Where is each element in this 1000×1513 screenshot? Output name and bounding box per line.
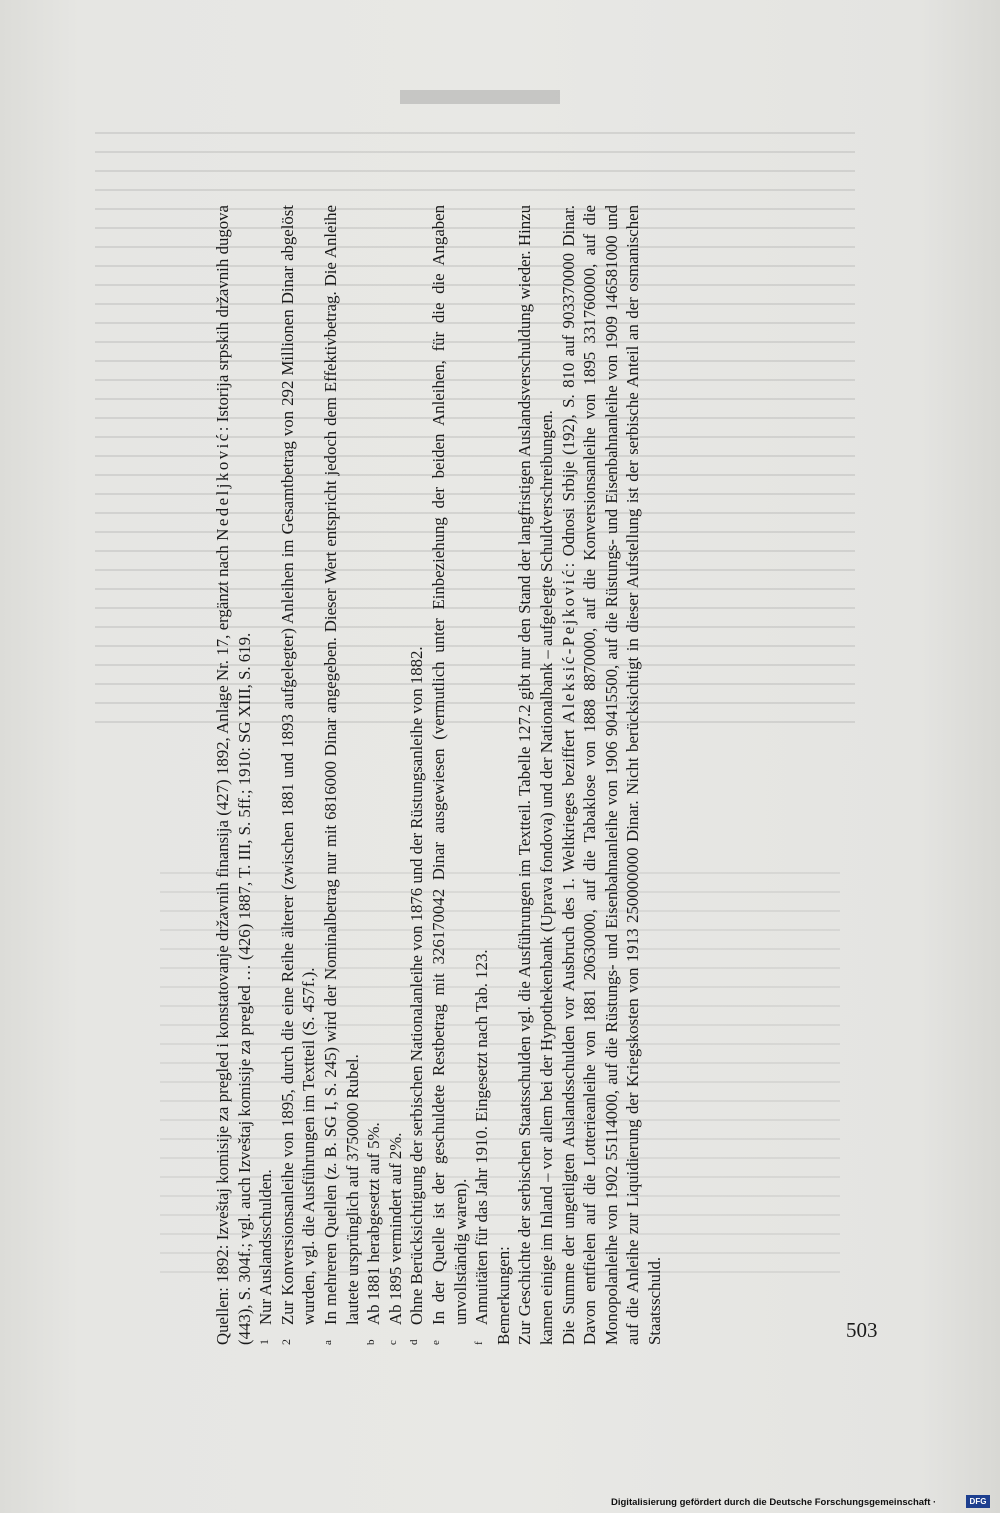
footnote-a bbox=[320, 205, 363, 1345]
footnote-c bbox=[385, 205, 407, 1345]
bleed-through-header bbox=[400, 90, 560, 104]
sources-paragraph bbox=[212, 205, 255, 1345]
remarks-paragraph-1: Zur Geschichte der serbischen Staatsschulden vgl. die Ausführungen im Textteil. Tabelle 127.2 gibt nur den Stand der langfristigen Auslandsverschuldung wieder. Hinzu kamen einige im Inland – vor allem bei der Hypothekenbank (Uprava fondova) und der Nationalbank – aufgelegte Schuldverschreibungen. bbox=[515, 205, 556, 1345]
footnote-e bbox=[428, 205, 471, 1345]
footnote-marker: f bbox=[473, 1341, 486, 1345]
page-number: 503 bbox=[846, 1318, 878, 1342]
footnote-marker: a bbox=[321, 1340, 334, 1345]
footnote-marker: e bbox=[429, 1340, 442, 1345]
footnote-marker: b bbox=[365, 1339, 378, 1345]
remarks-lead: Die Summe der ungetilgten Auslandsschulden vor Ausbruch des 1. Weltkrieges beziffert bbox=[558, 729, 578, 1345]
footnote-1 bbox=[255, 205, 277, 1345]
footnote-f bbox=[471, 205, 493, 1345]
rotated-text-block bbox=[212, 205, 772, 1345]
sources-tail: : Istorija srpskih državnih dugova (443), S. 304f.; vgl. auch Izveštaj komisije za pregled … (426) 1887, T. III, S. 5ff.; 1910: SG XIII, S. 619. bbox=[213, 205, 254, 1345]
footnote-text: Annuitäten für das Jahr 1910. Eingesetzt nach Tab. 123. bbox=[472, 949, 492, 1325]
footnote-text: Nur Auslandsschulden. bbox=[256, 1169, 276, 1325]
remarks-author: Aleksić-Pejković bbox=[558, 567, 578, 723]
footnote-text: Zur Konversionsanleihe von 1895, durch die eine Reihe älterer (zwischen 1881 und 1893 aufgelegter) Anleihen im Gesamtbetrag von 292 Millionen Dinar abgelöst wurden, vgl. die Ausführungen im Textteil (S. 457f.). bbox=[277, 205, 319, 1325]
footnote-text: Ab 1881 herabgesetzt auf 5%. bbox=[364, 1122, 384, 1325]
footnote-d bbox=[406, 205, 428, 1345]
remarks-paragraph-2 bbox=[558, 205, 666, 1345]
footnote-marker: d bbox=[408, 1339, 421, 1345]
footnote-text: Ohne Berücksichtigung der serbischen Nationalanleihe von 1876 und der Rüstungsanleihe von 1882. bbox=[407, 646, 427, 1325]
footnote-marker: c bbox=[386, 1340, 399, 1345]
footnote-text: In mehreren Quellen (z. B. SG I, S. 245) wird der Nominalbetrag nur mit 6816000 Dinar angegeben. Dieser Wert entspricht jedoch dem Effektivbetrag. Die Anleihe lautete ursprünglich auf 3750000 Rubel. bbox=[320, 205, 362, 1325]
remarks-tail: : Odnosi Srbije (192), S. 810 auf 903370000 Dinar. Davon entfielen auf die Lotterieanleihe von 1881 20630000, auf die Tabaklose von 1888 8870000, auf die Konversionsanleihe von 1895 331760000, auf die Monopolanleihe von 1902 55114000, auf die Rüstungs- und Eisenbahnanleihe von 1906 90415500, auf die Rüstungs- und Eisenbahnanleihe von 1909 146581000 und auf die Anleihe zur Liquidierung der Kriegskosten von 1913 250000000 Dinar. Nicht berücksichtigt in dieser Aufstellung ist der serbische Anteil an der osmanischen Staatsschuld. bbox=[558, 205, 664, 1345]
sources-author: Nedeljković bbox=[213, 431, 232, 541]
footnote-marker: 1 bbox=[257, 1339, 272, 1345]
footnote-b bbox=[363, 205, 385, 1345]
footnote-text: Ab 1895 vermindert auf 2%. bbox=[385, 1132, 405, 1325]
footnote-2 bbox=[277, 205, 320, 1345]
footnote-text: In der Quelle ist der geschuldete Restbetrag mit 326170042 Dinar ausgewiesen (vermutlich unter Einbeziehung der beiden Anleihen, für die die Angaben unvollständig waren). bbox=[428, 205, 470, 1325]
remarks-heading: Bemerkungen: bbox=[493, 1246, 513, 1345]
sources-lead: Quellen: 1892: Izveštaj komisije za pregled i konstatovanje državnih finansija (427) 1892, Anlage Nr. 17, ergänzt nach bbox=[213, 545, 232, 1345]
digitization-footer: Digitalisierung gefördert durch die Deutsche Forschungsgemeinschaft · bbox=[611, 1497, 937, 1508]
footnote-marker: 2 bbox=[278, 1339, 293, 1345]
dfg-logo: DFG bbox=[966, 1495, 990, 1508]
